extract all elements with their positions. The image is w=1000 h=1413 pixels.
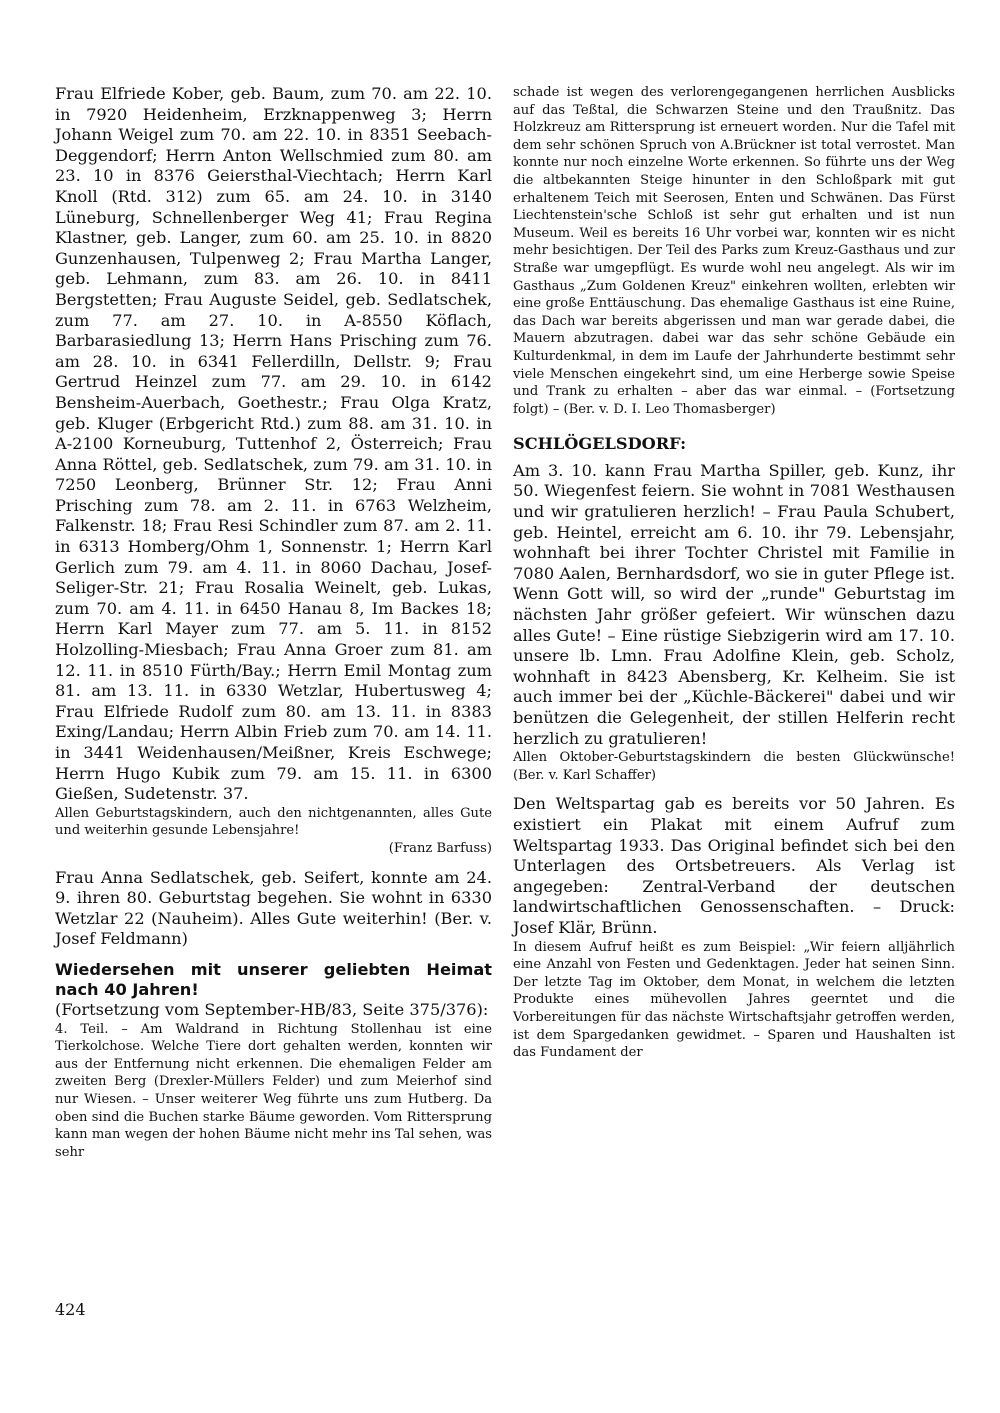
right-column [513, 84, 955, 1062]
article-heading: Wiedersehen mit unserer geliebten Heimat nach 40 Jahren! [55, 959, 492, 999]
continuation-note: (Fortsetzung vom September-HB/83, Seite 375/376): [55, 999, 489, 1019]
page-number: 424 [55, 1300, 86, 1319]
section-heading: SCHLÖGELSDORF: [513, 434, 687, 454]
author-credit: (Franz Barfuss) [388, 840, 492, 856]
birthday-list: Frau Elfriede Kober, geb. Baum, zum 70. am 22. 10. in 7920 Heidenheim, Erzknappenweg 3; Herrn Johann Weigel zum 70. am 22. 10. in 8351 Seebach-Deggendorf; Herrn Anton Wellschmied zum 80. am 23. 10 in 8376 Geiersthal-Viechtach; Herrn Karl Knoll (Rtd. 312) zum 65. am 24. 10. in 3140 Lüneburg, Schnellenberger Weg 41; Frau Regina Klastner, geb. Langer, zum 60. am 25. 10. in 8820 Gunzenhausen, Tulpenweg 2; Frau Martha Langer, geb. Lehmann, zum 83. am 26. 10. in 8411 Bergstetten; Frau Auguste Seidel, geb. Sedlatschek, zum 77. am 27. 10. in A-8550 Köflach, Barbarasiedlung 13; Herrn Hans Prisching zum 76. am 28. 10. in 6341 Fellerdilln, Dellstr. 9; Frau Gertrud Heinzel zum 77. am 29. 10. in 6142 Bensheim-Auerbach, Goethestr.; Frau Olga Kratz, geb. Kluger (Erbgericht Rtd.) zum 88. am 31. 10. in A-2100 Korneuburg, Tuttenhof 2, Österreich; Frau Anna Röttel, geb. Sedlatschek, zum 79. am 31. 10. in 7250 Leonberg, Brünner Str. 12; Frau Anni Prisching zum 78. am 2. 11. in 6763 Welzheim, Falkenstr. 18; Frau Resi Schindler zum 87. am 2. 11. in 6313 Homberg/Ohm 1, Sonnenstr. 1; Herrn Karl Gerlich zum 79. am 4. 11. in 8060 Dachau, Josef-Seliger-Str. 21; Frau Rosalia Weinelt, geb. Lukas, zum 70. am 4. 11. in 6450 Hanau 8, Im Backes 18; Herrn Karl Mayer zum 77. am 5. 11. in 8152 Holzolling-Miesbach; Frau Anna Groer zum 81. am 12. 11. in 8510 Fürth/Bay.; Herrn Emil Montag zum 81. am 13. 11. in 6330 Wetzlar, Hubertusweg 4; Frau Elfriede Rudolf zum 80. am 13. 11. in 8383 Exing/Landau; Herrn Albin Frieb zum 70. am 14. 11. in 3441 Weidenhausen/Meißner, Kreis Eschwege; Herrn Hugo Kubik zum 79. am 15. 11. in 6300 Gießen, Sudetenstr. 37. [55, 84, 492, 804]
left-column [55, 84, 492, 1161]
sedlatschek-paragraph: Frau Anna Sedlatschek, geb. Seifert, konnte am 24. 9. ihren 80. Geburtstag begehen. Sie wohnt in 6330 Wetzlar 22 (Nauheim). Alles Gute weiterhin! (Ber. v. Josef Feldmann) [55, 867, 492, 949]
aufruf-paragraph: In diesem Aufruf heißt es zum Beispiel: „Wir feiern alljährlich eine Anzahl von Festen und Gedenktagen. Jeder hat seinen Sinn. Der letzte Tag im Oktober, dem Monat, in welchem die letzten Produkte eines mühevollen Jahres geerntet und die Vorbereitungen für das nächste Wirtschaftsjahr getroffen werden, ist dem Spargedanken gewidmet. – Sparen und Haushalten ist das Fundament der [513, 939, 955, 1061]
birthday-greeting: Allen Geburtstagskindern, auch den nichtgenannten, alles Gute und weiterhin gesunde Lebensjahre! [55, 805, 492, 839]
article-continued: schade ist wegen des verlorengegangenen herrlichen Ausblicks auf das Teßtal, die Schwarzen Steine und den Traußnitz. Das Holzkreuz am Rittersprung ist erneuert worden. Nur die Tafel mit dem sehr schönen Spruch von A.Brückner ist total verrostet. Man konnte nur noch einzelne Worte erkennen. So führte uns der Weg die altbekannten Steige hinunter in den Schloßpark mit gut erhaltenem Teich mit Seerosen, Enten und Schwänen. Das Fürst Liechtenstein'sche Schloß ist sehr gut erhalten und ist nun Museum. Weil es bereits 16 Uhr vorbei war, konnten wir es nicht mehr besichtigen. Der Teil des Parks zum Kreuz-Gasthaus und zur Straße war umgepflügt. Es wurde wohl neu angelegt. Als wir im Gasthaus „Zum Goldenen Kreuz" einkehren wollten, erlebten wir eine große Enttäuschung. Das ehemalige Gasthaus ist eine Ruine, das Dach war bereits abgerissen und man war gerade dabei, die Mauern abzutragen. dabei war das sehr schöne Gebäude ein Kulturdenkmal, in dem im Laufe der Jahrhunderte bestimmt sehr viele Menschen eingekehrt sind, um eine Herberge sowie Speise und Trank zu erhalten – aber das war einmal. – (Fortsetzung folgt) – (Ber. v. D. I. Leo Thomasberger) [513, 85, 955, 417]
article-paragraph: 4. Teil. – Am Waldrand in Richtung Stollenhau ist eine Tierkolchose. Welche Tiere dort gehalten werden, konnten wir aus der Entfernung nicht erkennen. Die ehemaligen Felder am zweiten Berg (Drexler-Müllers Felder) und zum Meierhof sind nur Wiesen. – Unser weiterer Weg führte uns zum Hutberg. Da oben sind die Buchen starke Bäume geworden. Vom Rittersprung kann man wegen der hohen Bäume nicht mehr ins Tal sehen, was sehr [55, 1021, 492, 1160]
weltspartag-paragraph: Den Weltspartag gab es bereits vor 50 Jahren. Es existiert ein Plakat mit einem Aufruf zum Weltspartag 1933. Das Original befindet sich bei den Unterlagen des Ortsbetreuers. Als Verlag ist angegeben: Zentral-Verband der deutschen landwirtschaftlichen Genossenschaften. – Druck: Josef Klär, Brünn. [513, 794, 955, 937]
schloegelsdorf-paragraph: Am 3. 10. kann Frau Martha Spiller, geb. Kunz, ihr 50. Wiegenfest feiern. Sie wohnt in 7081 Westhausen und wir gratulieren herzlich! – Frau Paula Schubert, geb. Heintel, erreicht am 6. 10. ihr 79. Lebensjahr, wohnhaft bei ihrer Tochter Christel mit Familie in 7080 Aalen, Bernhardsdorf, wo sie in guter Pflege ist. Wenn Gott will, so wird der „runde" Geburtstag im nächsten Jahr größer gefeiert. Wir wünschen dazu alles Gute! – Eine rüstige Siebzigerin wird am 17. 10. unsere lb. Lmn. Frau Adolfine Klein, geb. Scholz, wohnhaft in 8423 Abensberg, Kr. Kelheim. Sie ist auch immer bei der „Küchle-Bäckerei" dabei und wir benützen die Gelegenheit, der stillen Helferin recht herzlich zu gratulieren! [513, 460, 955, 748]
october-greeting: Allen Oktober-Geburtstagskindern die besten Glückwünsche! (Ber. v. Karl Schaffer) [513, 750, 955, 783]
